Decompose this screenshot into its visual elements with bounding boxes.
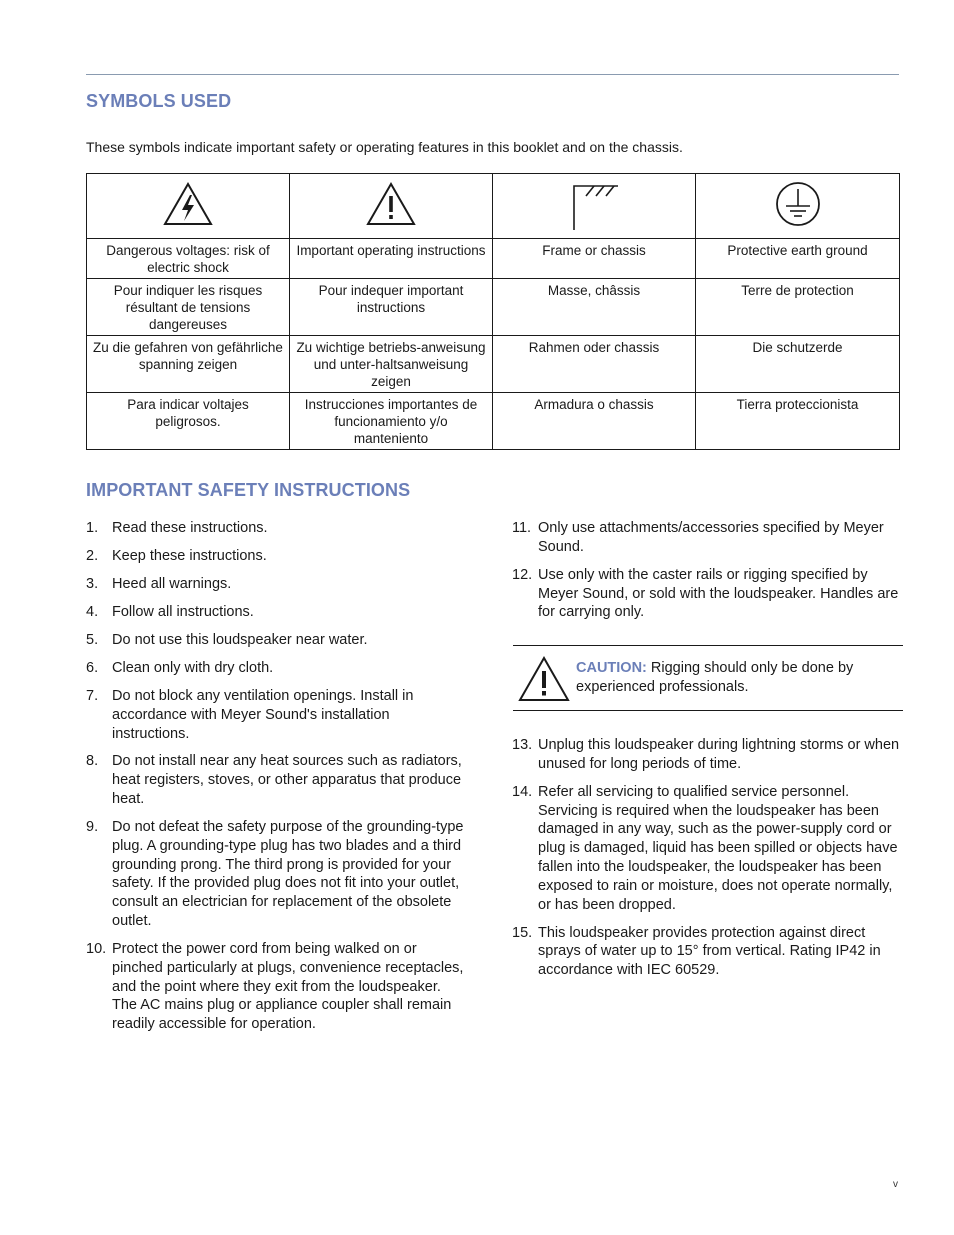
item-number: 13. [512,737,533,753]
item-number: 6. [86,659,99,676]
symbol-cell-operating [290,174,493,239]
list-item [86,752,478,808]
frame-chassis-icon [568,176,620,232]
caution-text [576,659,896,697]
safety-list-left [86,519,478,1043]
list-item [512,736,902,774]
caution-label: CAUTION: [576,660,647,676]
list-item [86,940,478,1034]
safety-list-right-top [512,519,902,631]
item-number: 7. [86,687,99,704]
symbol-text: Rahmen oder chassis [493,336,696,393]
item-text: Refer all servicing to qualified service personnel. Servicing is required when the loudspeaker has been damaged in any way, such as the power-supply cord or plug is damaged, liquid has been spilled or objects have fallen into the loudspeaker, the loudspeaker has been exposed to rain or moisture, does not operate normally, or has been dropped. [538,783,898,913]
symbol-text: Para indicar voltajes peligrosos. [87,393,290,450]
item-text: Follow all instructions. [112,603,254,620]
symbol-text: Zu wichtige betriebs-anweisung und unter-haltsanweisung zeigen [290,336,493,393]
list-item [86,687,478,743]
item-text: Do not install near any heat sources such as radiators, heat registers, stoves, or other apparatus that produce heat. [112,753,462,808]
item-number: 2. [86,547,99,564]
list-item [86,575,478,594]
symbols-heading: SYMBOLS USED [86,91,232,111]
list-item [86,547,478,566]
symbols-icon-row [87,174,900,239]
item-text: This loudspeaker provides protection against direct sprays of water up to 15° from vertical. Rating IP42 in accordance with IEC 60529. [538,924,881,979]
list-item [512,924,902,980]
list-item [86,818,478,931]
item-number: 9. [86,819,99,836]
exclamation-warning-icon [365,181,417,227]
item-number: 14. [512,783,533,800]
symbol-text: Armadura o chassis [493,393,696,450]
item-text: Protect the power cord from being walked on or pinched particularly at plugs, convenience receptacles, and the point where they exit from the loudspeaker. The AC mains plug or appliance coupler shall remain readily accessible for operation. [112,941,464,1033]
page-number: v [893,1179,898,1190]
symbol-cell-chassis [493,174,696,239]
item-number: 10. [86,941,107,958]
list-item [86,603,478,622]
symbols-row-french [87,279,900,336]
symbol-text: Zu die gefahren von gefährliche spanning zeigen [87,336,290,393]
symbol-text: Pour indequer important instructions [290,279,493,336]
top-divider [86,74,899,75]
list-item [512,519,902,557]
caution-box [513,645,903,711]
item-number: 15. [512,924,533,941]
protective-earth-icon [773,179,823,229]
list-item [86,519,478,538]
item-text: Keep these instructions. [112,547,267,564]
symbol-cell-voltage [87,174,290,239]
item-number: 12. [512,566,533,583]
symbol-cell-earth [696,174,900,239]
symbol-text: Instrucciones importantes de funcionamiento y/o manteniento [290,393,493,450]
list-item [86,659,478,678]
symbol-text: Die schutzerde [696,336,900,393]
list-item [512,566,902,622]
item-text: Do not defeat the safety purpose of the grounding-type plug. A grounding-type plug has two blades and a third grounding prong. The third prong is provided for your safety. If the provided plug does not fit into your outlet, consult an electrician for replacement of the obsolete outlet. [112,819,464,930]
symbols-row-spanish [87,393,900,450]
item-number: 11. [512,520,532,536]
symbols-row-german [87,336,900,393]
symbols-table [86,173,900,450]
symbol-text: Terre de protection [696,279,900,336]
item-text: Heed all warnings. [112,575,232,592]
item-number: 4. [86,603,99,620]
list-item [86,631,478,650]
symbols-row-english [87,239,900,279]
item-text: Do not use this loudspeaker near water. [112,631,368,648]
symbol-text: Tierra proteccionista [696,393,900,450]
list-item [512,783,902,915]
safety-heading: IMPORTANT SAFETY INSTRUCTIONS [86,480,411,500]
item-number: 8. [86,753,99,770]
item-text: Unplug this loudspeaker during lightning storms or when unused for long periods of time. [538,737,900,772]
caution-message: Rigging should only be done by experienced professionals. [576,660,854,695]
caution-warning-icon [518,656,570,702]
item-number: 5. [86,631,99,648]
item-text: Use only with the caster rails or rigging specified by Meyer Sound, or sold with the loudspeaker. Handles are for carrying only. [538,566,899,621]
item-text: Read these instructions. [112,520,268,536]
symbol-text: Important operating instructions [290,239,493,279]
item-number: 1. [86,520,99,536]
symbol-text: Pour indiquer les risques résultant de tensions dangereuses [87,279,290,336]
lightning-warning-icon [162,181,214,227]
symbol-text: Masse, châssis [493,279,696,336]
safety-list-right-bottom [512,736,902,989]
item-number: 3. [86,575,99,592]
symbols-intro: These symbols indicate important safety or operating features in this booklet and on the chassis. [86,139,683,155]
symbol-text: Frame or chassis [493,239,696,279]
symbol-text: Protective earth ground [696,239,900,279]
item-text: Do not block any ventilation openings. Install in accordance with Meyer Sound's installation instructions. [112,687,414,742]
symbol-text: Dangerous voltages: risk of electric shock [87,239,290,279]
item-text: Only use attachments/accessories specified by Meyer Sound. [538,520,884,555]
item-text: Clean only with dry cloth. [112,659,274,676]
